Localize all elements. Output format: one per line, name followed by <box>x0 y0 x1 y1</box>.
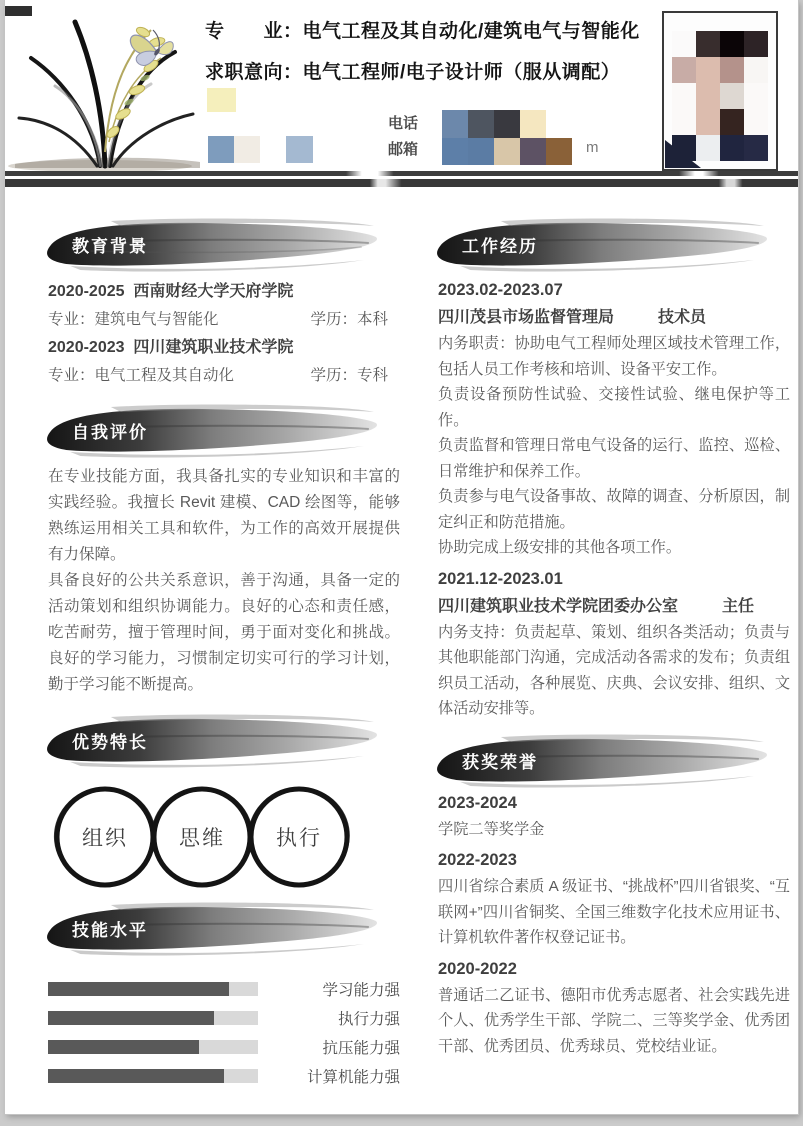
objective-value: 电气工程师/电子设计师（服从调配） <box>302 62 621 83</box>
ink-rule-top <box>5 171 798 176</box>
photo-pixel <box>672 109 696 135</box>
job-duty: 负责参与电气设备事故、故障的调查、分析原因，制定纠正和防范措施。 <box>438 488 790 531</box>
major-value: 电气工程及其自动化/建筑电气与智能化 <box>302 21 640 42</box>
strength-label: 执行 <box>276 827 322 850</box>
education-header <box>48 216 388 272</box>
section-education <box>48 216 400 390</box>
edu-school: 四川建筑职业技术学院 <box>133 339 294 356</box>
objective-label: 求职意向： <box>205 62 303 83</box>
strength-circle <box>149 784 255 890</box>
job-period: 2023.02-2023.07 <box>438 281 563 299</box>
job-role: 主任 <box>722 597 755 615</box>
job-duty: 负责设备预防性试验、交接性试验、继电保护等工作。 <box>438 386 790 429</box>
email-label: 邮箱 <box>388 141 419 158</box>
award-group <box>438 794 790 843</box>
job-role: 技术员 <box>658 309 707 326</box>
pixelated-block <box>468 138 494 165</box>
header <box>5 0 798 196</box>
phone-label: 电话 <box>388 115 419 132</box>
skill-label: 计算机能力强 <box>306 1068 400 1086</box>
skill-bar-track <box>48 1011 258 1025</box>
suit-lapel <box>665 140 701 168</box>
self-eval-paragraph: 在专业技能方面，我具备扎实的专业知识和丰富的实践经验。我擅长 Revit 建模、CAD 绘图等，能够熟练运用相关工具和软件，为工作的高效开展提供有力保障。 <box>48 468 400 563</box>
skill-label: 抗压能力强 <box>322 1039 400 1057</box>
photo-pixel <box>696 109 720 135</box>
skill-bar-fill <box>48 1011 214 1025</box>
ink-rule-bottom <box>5 179 798 187</box>
award-period: 2023-2024 <box>438 793 517 812</box>
section-title: 获奖荣誉 <box>462 752 538 772</box>
award-content: 四川省综合素质 A 级证书、“挑战杯”四川省银奖、“互联网+”四川省铜奖、全国三维数字化技术应用证书、计算机软件著作权登记证书。 <box>438 878 790 946</box>
skill-row <box>48 1032 400 1061</box>
photo-pixel <box>672 83 696 109</box>
skill-row <box>48 1061 400 1090</box>
section-awards <box>438 732 790 1060</box>
job-duty: 协助完成上级安排的其他各项工作。 <box>438 539 681 556</box>
pixelated-block <box>468 110 494 138</box>
skill-bar-fill <box>48 1069 224 1083</box>
right-column <box>438 216 790 1059</box>
skill-bar-fill <box>48 1040 199 1054</box>
pixelated-block <box>286 136 313 163</box>
award-group <box>438 960 790 1060</box>
major-label: 专 业： <box>205 21 303 42</box>
section-strengths <box>48 712 400 890</box>
objective-line <box>205 57 620 84</box>
skill-bar-track <box>48 1040 258 1054</box>
job-duty: 内务支持：负责起草、策划、组织各类活动；负责与其他职能部门沟通，完成活动各需求的发布；负责组织员工活动，各种展览、庆典、会议安排、组织、文体活动安排等。 <box>438 623 790 717</box>
photo-pixel <box>744 109 768 135</box>
strength-circle <box>246 784 352 890</box>
self-eval-header <box>48 402 388 458</box>
edu-school: 西南财经大学天府学院 <box>133 283 294 300</box>
photo-pixel <box>720 31 744 57</box>
award-content: 普通话二乙证书、德阳市优秀志愿者、社会实践先进个人、优秀学生干部、学院二、三等奖学金、优秀团干部、优秀团员、优秀球员、党校结业证。 <box>438 986 790 1055</box>
edu-degree: 学历：专科 <box>310 367 388 384</box>
section-title: 教育背景 <box>72 237 148 256</box>
strength-circle <box>52 784 158 890</box>
photo-pixel <box>744 31 768 57</box>
skill-row <box>48 1003 400 1032</box>
award-period: 2020-2022 <box>438 959 517 978</box>
section-title: 工作经历 <box>462 237 538 256</box>
job-item <box>438 281 790 561</box>
edu-major: 专业：电气工程及其自动化 <box>48 367 235 384</box>
section-title: 自我评价 <box>72 423 148 442</box>
id-photo <box>662 11 778 171</box>
pixelated-block <box>207 88 236 112</box>
photo-pixel <box>720 135 744 161</box>
section-work <box>438 216 790 722</box>
self-eval-paragraph: 具备良好的公共关系意识，善于沟通，具备一定的活动策划和组织协调能力。良好的心态和责任感，吃苦耐劳，擅于管理时间，勇于面对变化和挑战。良好的学习能力，习惯制定切实可行的学习计划，勤于学习能不断提高。 <box>48 572 400 693</box>
photo-pixel <box>696 31 720 57</box>
strength-label: 思维 <box>179 827 225 850</box>
email-suffix: m <box>586 139 599 156</box>
pixelated-block <box>442 110 468 138</box>
resume-page <box>5 0 798 1114</box>
pixelated-block <box>494 138 520 165</box>
edu-period: 2020-2023 <box>48 339 125 356</box>
photo-pixel <box>744 57 768 83</box>
section-title: 技能水平 <box>72 921 148 940</box>
skill-bar-track <box>48 982 258 996</box>
pixelated-block <box>494 110 520 138</box>
strength-label: 组织 <box>82 827 128 850</box>
pixelated-block <box>546 138 572 165</box>
section-skills <box>48 900 400 1090</box>
pixelated-block <box>520 110 546 138</box>
major-line <box>205 16 640 43</box>
strengths-header <box>48 712 388 768</box>
photo-pixel <box>672 57 696 83</box>
photo-pixel <box>696 57 720 83</box>
photo-pixel <box>744 135 768 161</box>
job-item <box>438 570 790 722</box>
pixelated-block <box>208 136 234 163</box>
section-self-evaluation <box>48 402 400 698</box>
job-period: 2021.12-2023.01 <box>438 569 563 588</box>
left-column <box>48 216 400 1090</box>
strength-circles <box>52 784 400 890</box>
award-group <box>438 851 790 951</box>
pixelated-block <box>234 136 260 163</box>
job-duty: 负责监督和管理日常电气设备的运行、监控、巡检、日常维护和保养工作。 <box>438 437 790 480</box>
award-content: 学院二等奖学金 <box>438 820 545 838</box>
photo-pixel <box>720 57 744 83</box>
work-header <box>438 216 778 272</box>
edu-major: 专业：建筑电气与智能化 <box>48 311 219 328</box>
job-company: 四川建筑职业技术学院团委办公室 <box>438 597 679 615</box>
photo-pixel <box>720 83 744 109</box>
skill-label: 执行力强 <box>337 1010 400 1028</box>
job-company: 四川茂县市场监督管理局 <box>438 309 615 326</box>
photo-pixel <box>672 31 696 57</box>
pixelated-block <box>442 138 468 165</box>
skill-row <box>48 974 400 1003</box>
skill-label: 学习能力强 <box>322 981 400 999</box>
skill-bar-track <box>48 1069 258 1083</box>
photo-pixel <box>720 109 744 135</box>
awards-header <box>438 732 778 788</box>
pixelated-block <box>520 138 546 165</box>
edu-period: 2020-2025 <box>48 283 125 300</box>
photo-pixel <box>696 83 720 109</box>
education-item <box>48 278 400 334</box>
education-item <box>48 334 400 390</box>
edu-degree: 学历：本科 <box>310 311 388 328</box>
skill-bars <box>48 974 400 1090</box>
skill-bar-fill <box>48 982 229 996</box>
skills-header <box>48 900 388 956</box>
butterfly-icon <box>123 18 183 78</box>
section-title: 优势特长 <box>72 733 148 752</box>
photo-pixel <box>744 83 768 109</box>
job-duty: 内务职责：协助电气工程师处理区域技术管理工作，包括人员工作考核和培训、设备平安工作。 <box>438 335 790 378</box>
award-period: 2022-2023 <box>438 851 517 869</box>
